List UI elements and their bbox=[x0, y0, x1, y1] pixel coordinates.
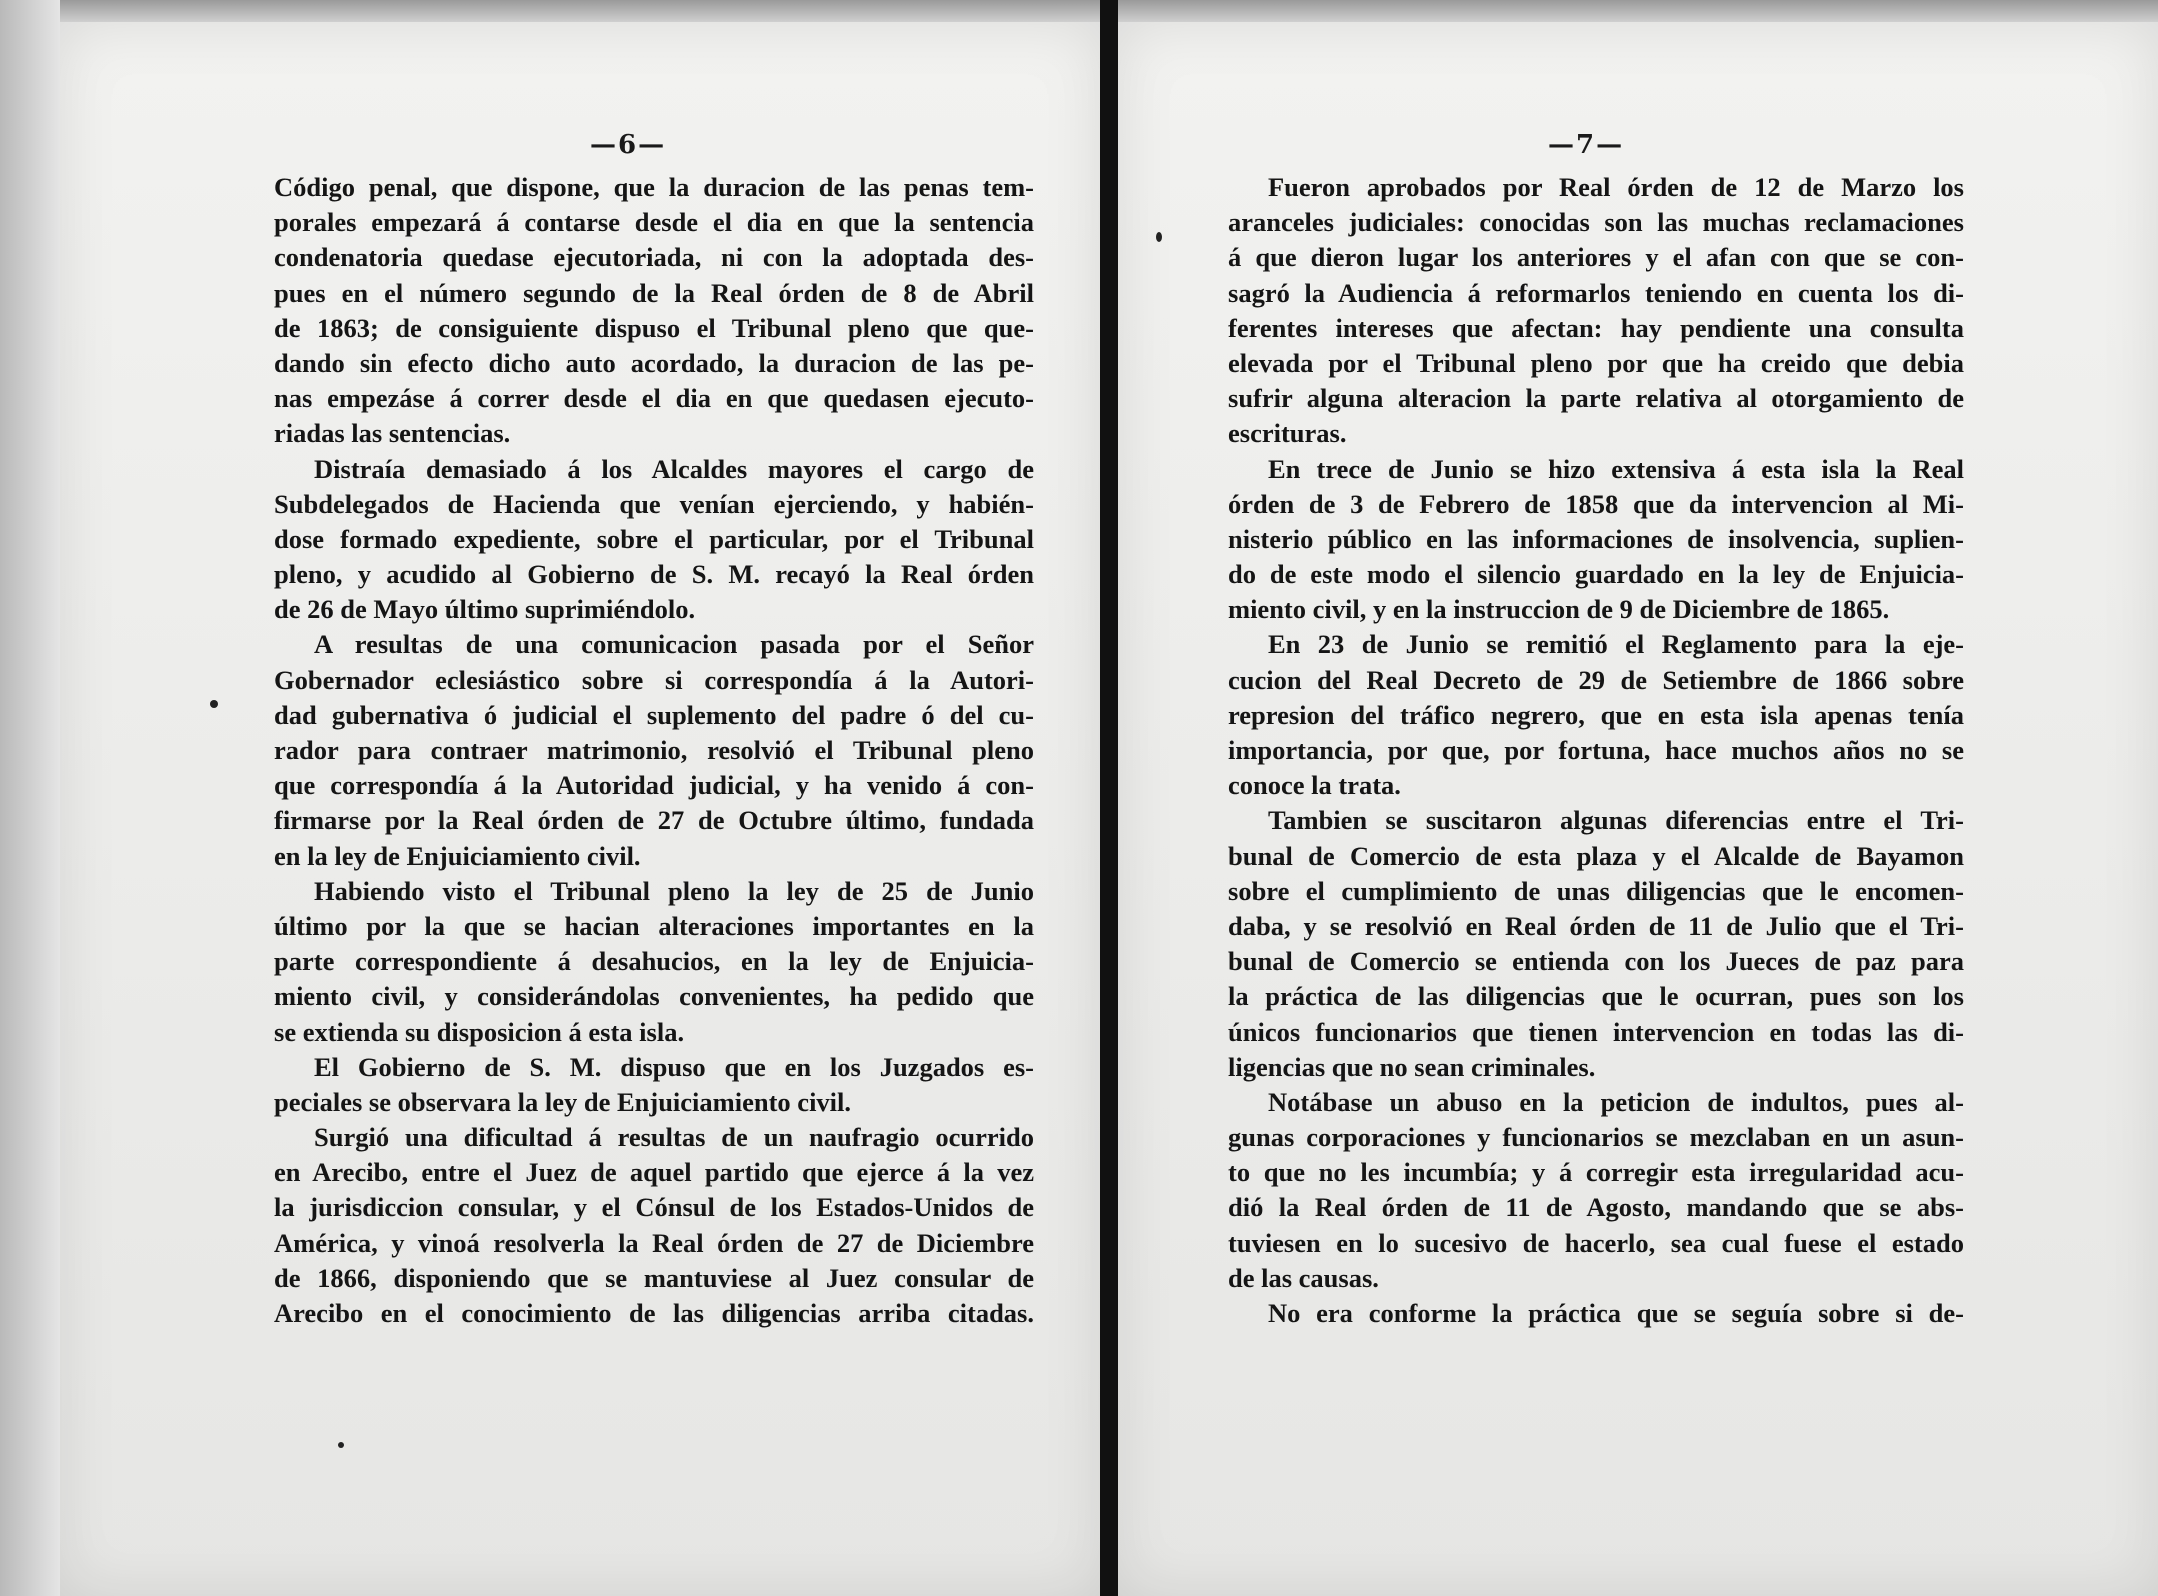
text-line: América, y vinoá resolverla la Real órden de 27 de Diciembre bbox=[274, 1227, 1034, 1258]
text-line: se extienda su disposicion á esta isla. bbox=[274, 1016, 685, 1047]
text-line: gunas corporaciones y funcionarios se mezclaban en un asun- bbox=[1228, 1122, 1964, 1153]
text-line: órden de 3 de Febrero de 1858 que da intervencion al Mi- bbox=[1228, 488, 1964, 519]
text-line: á que dieron lugar los anteriores y el afan con que se con- bbox=[1228, 242, 1964, 273]
text-line: Subdelegados de Hacienda que venían ejerciendo, y habién- bbox=[274, 488, 1034, 519]
text-line: conoce la trata. bbox=[1228, 770, 1401, 801]
text-line: aranceles judiciales: conocidas son las muchas reclamaciones bbox=[1228, 207, 1964, 238]
text-line: Distraía demasiado á los Alcaldes mayores el cargo de bbox=[314, 453, 1034, 484]
right-page-text bbox=[1228, 170, 1964, 1331]
scan-top-edge bbox=[0, 0, 2158, 22]
text-line: de 26 de Mayo último suprimiéndolo. bbox=[274, 594, 696, 625]
text-line: sufrir alguna alteracion la parte relativa al otorgamiento de bbox=[1228, 383, 1964, 414]
text-line: Tambien se suscitaron algunas diferencias entre el Tri- bbox=[1268, 805, 1964, 836]
text-line: firmarse por la Real órden de 27 de Octubre último, fundada bbox=[274, 805, 1034, 836]
text-line: condenatoria quedase ejecutoriada, ni con la adoptada des- bbox=[274, 242, 1034, 273]
text-line: represion del tráfico negrero, que en esta isla apenas tenía bbox=[1228, 699, 1964, 730]
left-page-text bbox=[274, 170, 1034, 1331]
text-line: daba, y se resolvió en Real órden de 11 de Julio que el Tri- bbox=[1228, 910, 1964, 941]
text-line: de las causas. bbox=[1228, 1262, 1379, 1293]
text-line: Arecibo en el conocimiento de las diligencias arriba citadas. bbox=[274, 1298, 1034, 1328]
text-line: Habiendo visto el Tribunal pleno la ley de 25 de Junio bbox=[314, 875, 1034, 906]
text-line: porales empezará á contarse desde el dia en que la sentencia bbox=[274, 207, 1034, 238]
text-line: No era conforme la práctica que se seguía sobre si de- bbox=[1268, 1298, 1964, 1328]
text-line: bunal de Comercio se entienda con los Jueces de paz para bbox=[1228, 946, 1964, 977]
text-line: sagró la Audiencia á reformarlos teniendo en cuenta los di- bbox=[1228, 277, 1964, 308]
text-line: Surgió una dificultad á resultas de un naufragio ocurrido bbox=[314, 1122, 1034, 1153]
text-line: cucion del Real Decreto de 29 de Setiembre de 1866 sobre bbox=[1228, 664, 1964, 695]
left-page-number: —6— bbox=[590, 130, 667, 160]
text-line: Código penal, que dispone, que la duracion de las penas tem- bbox=[274, 172, 1034, 202]
text-line: to que no les incumbía; y á corregir esta irregularidad acu- bbox=[1228, 1157, 1964, 1188]
text-line: El Gobierno de S. M. dispuso que en los Juzgados es- bbox=[314, 1051, 1034, 1082]
text-line: parte correspondiente á desahucios, en la ley de Enjuicia- bbox=[274, 946, 1034, 977]
text-line: importancia, por que, por fortuna, hace muchos años no se bbox=[1228, 735, 1964, 765]
text-line: ligencias que no sean criminales. bbox=[1228, 1051, 1596, 1082]
right-page bbox=[1118, 22, 2158, 1596]
left-page bbox=[60, 22, 1100, 1596]
text-line: ferentes intereses que afectan: hay pendiente una consulta bbox=[1228, 312, 1964, 343]
text-line: nas empezáse á correr desde el dia en que quedasen ejecuto- bbox=[274, 383, 1034, 414]
text-line: pleno, y acudido al Gobierno de S. M. recayó la Real órden bbox=[274, 559, 1034, 590]
ink-speck bbox=[338, 1442, 344, 1448]
text-line: elevada por el Tribunal pleno por que ha creido que debia bbox=[1228, 347, 1964, 378]
text-line: de 1863; de consiguiente dispuso el Tribunal pleno que que- bbox=[274, 312, 1034, 343]
text-line: En 23 de Junio se remitió el Reglamento para la eje- bbox=[1268, 629, 1964, 660]
text-line: dose formado expediente, sobre el particular, por el Tribunal bbox=[274, 523, 1034, 554]
text-line: en la ley de Enjuiciamiento civil. bbox=[274, 840, 641, 871]
text-line: dad gubernativa ó judicial el suplemento del padre ó del cu- bbox=[274, 699, 1034, 730]
text-line: únicos funcionarios que tienen intervencion en todas las di- bbox=[1228, 1016, 1964, 1047]
text-line: último por la que se hacian alteraciones importantes en la bbox=[274, 910, 1034, 941]
text-line: peciales se observara la ley de Enjuiciamiento civil. bbox=[274, 1086, 852, 1117]
ink-speck bbox=[1156, 232, 1162, 242]
text-line: A resultas de una comunicacion pasada por el Señor bbox=[314, 629, 1034, 660]
text-line: pues en el número segundo de la Real órden de 8 de Abril bbox=[274, 277, 1034, 308]
text-line: do de este modo el silencio guardado en la ley de Enjuicia- bbox=[1228, 559, 1964, 590]
text-line: sobre el cumplimiento de unas diligencias que le encomen- bbox=[1228, 875, 1964, 906]
binding-gutter bbox=[1100, 0, 1118, 1596]
text-line: En trece de Junio se hizo extensiva á esta isla la Real bbox=[1268, 453, 1964, 484]
text-line: dando sin efecto dicho auto acordado, la duracion de las pe- bbox=[274, 347, 1034, 378]
text-line: nisterio público en las informaciones de insolvencia, suplien- bbox=[1228, 523, 1964, 554]
text-line: bunal de Comercio de esta plaza y el Alcalde de Bayamon bbox=[1228, 840, 1964, 871]
text-line: de 1866, disponiendo que se mantuviese al Juez consular de bbox=[274, 1262, 1034, 1293]
text-line: la práctica de las diligencias que le ocurran, pues son los bbox=[1228, 981, 1964, 1012]
text-line: dió la Real órden de 11 de Agosto, mandando que se abs- bbox=[1228, 1192, 1964, 1223]
text-line: Gobernador eclesiástico sobre si correspondía á la Autori- bbox=[274, 664, 1034, 695]
right-page-number: —7— bbox=[1548, 130, 1625, 160]
text-line: que correspondía á la Autoridad judicial, y ha venido á con- bbox=[274, 770, 1034, 801]
text-line: escrituras. bbox=[1228, 418, 1347, 449]
text-line: miento civil, y en la instruccion de 9 de Diciembre de 1865. bbox=[1228, 594, 1890, 625]
text-line: en Arecibo, entre el Juez de aquel partido que ejerce á la vez bbox=[274, 1157, 1034, 1188]
ink-speck bbox=[210, 700, 218, 708]
scan-left-edge bbox=[0, 0, 60, 1596]
text-line: miento civil, y considerándolas convenientes, ha pedido que bbox=[274, 981, 1034, 1012]
text-line: rador para contraer matrimonio, resolvió el Tribunal pleno bbox=[274, 735, 1034, 765]
text-line: Notábase un abuso en la peticion de indultos, pues al- bbox=[1268, 1086, 1964, 1117]
text-line: la jurisdiccion consular, y el Cónsul de los Estados-Unidos de bbox=[274, 1192, 1034, 1223]
text-line: Fueron aprobados por Real órden de 12 de Marzo los bbox=[1268, 172, 1964, 202]
text-line: tuviesen en lo sucesivo de hacerlo, sea cual fuese el estado bbox=[1228, 1227, 1964, 1258]
text-line: riadas las sentencias. bbox=[274, 418, 511, 449]
